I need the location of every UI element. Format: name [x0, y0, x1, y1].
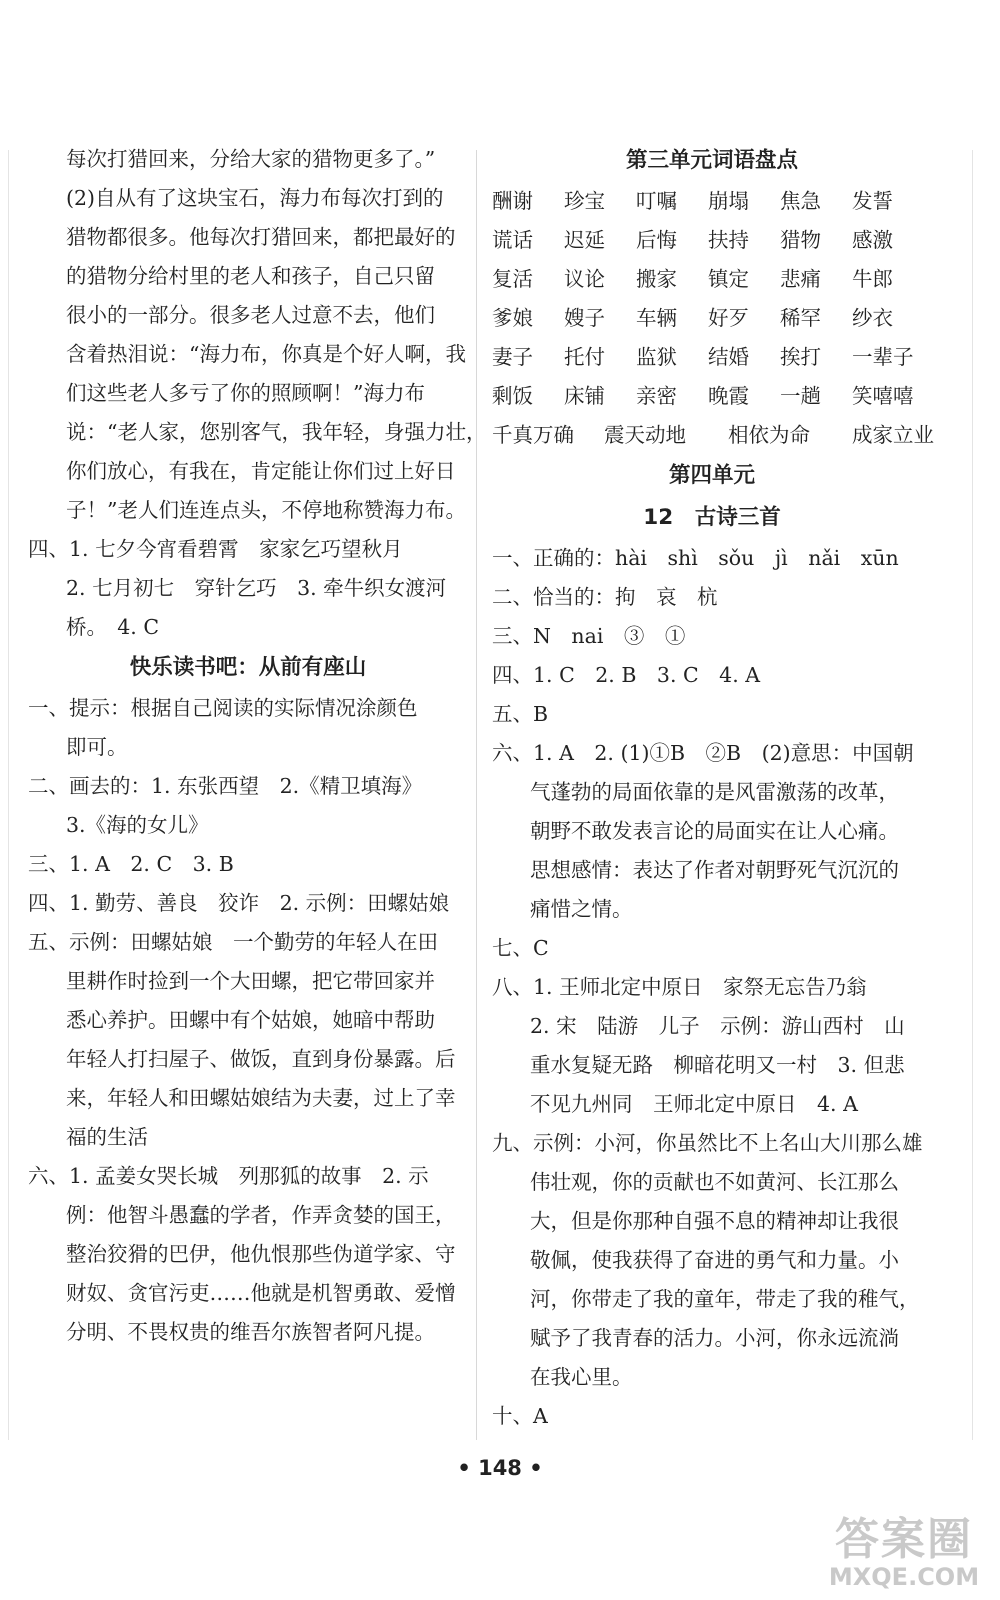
text-line: 福的生活 [66, 1125, 148, 1149]
text-line: 即可。 [66, 735, 128, 759]
text-line: (2)自从有了这块宝石，海力布每次打到的 [66, 186, 444, 210]
text-line: 里耕作时捡到一个大田螺，把它带回家并 [66, 969, 435, 993]
right-column [492, 140, 932, 1436]
vocab-word: 纱衣 [852, 306, 893, 330]
idiom-word: 成家立业 [852, 423, 934, 447]
vocab-word: 晚霞 [708, 384, 749, 408]
text-line: 十、A [492, 1404, 548, 1428]
text-line: 你们放心，有我在，肯定能让你们过上好日 [66, 459, 456, 483]
vocab-word: 剩饭 [492, 384, 533, 408]
text-line: 桥。 4. C [66, 615, 160, 639]
vocab-word: 亲密 [636, 384, 677, 408]
vocab-word: 猎物 [780, 228, 821, 252]
text-line: 三、1. A 2. C 3. B [28, 852, 234, 876]
watermark-logo [824, 1516, 984, 1592]
text-line: 九、示例：小河，你虽然比不上名山大川那么雄 [492, 1131, 923, 1155]
vocab-word: 牛郎 [852, 267, 893, 291]
text-line: 不见九州同 王师北定中原日 4. A [530, 1092, 858, 1116]
left-edge-rule [8, 150, 9, 1440]
vocab-word: 车辆 [636, 306, 677, 330]
text-line: 财奴、贪官污吏……他就是机智勇敢、爱憎 [66, 1281, 456, 1305]
text-line: 很小的一部分。很多老人过意不去，他们 [66, 303, 435, 327]
vocab-word: 叮嘱 [636, 189, 677, 213]
text-line: 在我心里。 [530, 1365, 633, 1389]
lesson-heading: 12 古诗三首 [643, 505, 781, 530]
vocab-word: 复活 [492, 267, 533, 291]
vocab-word: 镇定 [708, 267, 749, 291]
watermark-logo-text: 答案圈 [835, 1514, 973, 1565]
text-line: 二、画去的：1. 东张西望 2.《精卫填海》 [28, 774, 423, 798]
text-line: 大，但是你那种自强不息的精神却让我很 [530, 1209, 899, 1233]
text-line: 整治狡猾的巴伊，他仇恨那些伪道学家、守 [66, 1242, 456, 1266]
text-line: 含着热泪说：“海力布，你真是个好人啊，我 [66, 342, 466, 366]
idiom-word: 相依为命 [728, 423, 810, 447]
idiom-word: 震天动地 [604, 423, 686, 447]
text-line: 思想感情：表达了作者对朝野死气沉沉的 [530, 858, 899, 882]
vocab-word: 一辈子 [852, 345, 914, 369]
text-line: 分明、不畏权贵的维吾尔族智者阿凡提。 [66, 1320, 435, 1344]
idiom-grid [492, 416, 932, 455]
text-line: 一、提示：根据自己阅读的实际情况涂颜色 [28, 696, 418, 720]
vocab-word: 监狱 [636, 345, 677, 369]
text-line: 二、恰当的：拘 哀 杭 [492, 585, 718, 609]
text-line: 来，年轻人和田螺姑娘结为夫妻，过上了幸 [66, 1086, 456, 1110]
text-line: 悉心养护。田螺中有个姑娘，她暗中帮助 [66, 1008, 435, 1032]
vocab-word: 迟延 [564, 228, 605, 252]
right-edge-rule [972, 150, 973, 1440]
vocab-word: 结婚 [708, 345, 749, 369]
vocab-word: 悲痛 [780, 267, 821, 291]
text-line: 的猎物分给村里的老人和孩子，自己只留 [66, 264, 435, 288]
reading-section-heading: 快乐读书吧：从前有座山 [129, 655, 367, 680]
text-line: 朝野不敢发表言论的局面实在让人心痛。 [530, 819, 899, 843]
text-line: 说：“老人家，您别客气，我年轻，身强力壮， [66, 420, 487, 444]
text-line: 每次打猎回来，分给大家的猎物更多了。” [66, 147, 436, 171]
text-line: 3.《海的女儿》 [66, 813, 209, 837]
vocab-word: 床铺 [564, 384, 605, 408]
page-number: • 148 • [457, 1456, 543, 1480]
vocab-word: 嫂子 [564, 306, 605, 330]
vocab-word: 扶持 [708, 228, 749, 252]
vocab-word: 发誓 [852, 189, 893, 213]
vocab-word: 挨打 [780, 345, 821, 369]
left-lines-block-2 [28, 689, 468, 1352]
vocab-word: 一趟 [780, 384, 821, 408]
vocab-word: 搬家 [636, 267, 677, 291]
text-line: 2. 宋 陆游 儿子 示例：游山西村 山 [530, 1014, 905, 1038]
vocab-word: 好歹 [708, 306, 749, 330]
vocab-word: 焦急 [780, 189, 821, 213]
right-lines-block [492, 539, 932, 1436]
text-line: 年轻人打扫屋子、做饭，直到身份暴露。后 [66, 1047, 456, 1071]
text-line: 2. 七月初七 穿针乞巧 3. 牵牛织女渡河 [66, 576, 447, 600]
column-divider [476, 150, 477, 1440]
text-line: 们这些老人多亏了你的照顾啊！”海力布 [66, 381, 425, 405]
vocab-word: 妻子 [492, 345, 533, 369]
text-line: 痛惜之情。 [530, 897, 633, 921]
vocab-word: 珍宝 [564, 189, 605, 213]
vocab-word: 后悔 [636, 228, 677, 252]
text-line: 重水复疑无路 柳暗花明又一村 3. 但悲 [530, 1053, 905, 1077]
text-line: 四、1. 七夕今宵看碧霄 家家乞巧望秋月 [28, 537, 403, 561]
text-line: 子！”老人们连连点头，不停地称赞海力布。 [66, 498, 466, 522]
text-line: 一、正确的：hài shì sǒu jì nǎi xūn [492, 546, 899, 570]
text-line: 敬佩，使我获得了奋进的勇气和力量。小 [530, 1248, 899, 1272]
text-line: 八、1. 王师北定中原日 家祭无忘告乃翁 [492, 975, 867, 999]
vocab-word: 感激 [852, 228, 893, 252]
text-line: 伟壮观，你的贡献也不如黄河、长江那么 [530, 1170, 899, 1194]
left-lines-block [28, 140, 487, 647]
vocab-word: 托付 [564, 345, 605, 369]
text-line: 气蓬勃的局面依靠的是风雷激荡的改革， [530, 780, 899, 804]
text-line: 六、1. A 2. (1)①B ②B (2)意思：中国朝 [492, 741, 914, 765]
vocab-word: 酬谢 [492, 189, 533, 213]
vocab-word: 议论 [564, 267, 605, 291]
text-line: 五、B [492, 702, 549, 726]
text-line: 例：他智斗愚蠢的学者，作弄贪婪的国王， [66, 1203, 456, 1227]
text-line: 四、1. C 2. B 3. C 4. A [492, 663, 761, 687]
vocab-heading: 第三单元词语盘点 [625, 148, 798, 173]
watermark-url: MXQE.COM [828, 1563, 980, 1591]
vocab-grid [492, 182, 932, 416]
text-line: 猎物都很多。他每次打猎回来，都把最好的 [66, 225, 456, 249]
vocab-word: 笑嘻嘻 [852, 384, 914, 408]
idiom-word: 千真万确 [492, 423, 574, 447]
text-line: 赋予了我青春的活力。小河，你永远流淌 [530, 1326, 899, 1350]
vocab-word: 爹娘 [492, 306, 533, 330]
text-line: 六、1. 孟姜女哭长城 列那狐的故事 2. 示 [28, 1164, 429, 1188]
left-column [28, 140, 487, 1352]
unit-heading: 第四单元 [668, 463, 755, 488]
vocab-word: 谎话 [492, 228, 533, 252]
text-line: 河，你带走了我的童年，带走了我的稚气， [530, 1287, 920, 1311]
text-line: 四、1. 勤劳、善良 狡诈 2. 示例：田螺姑娘 [28, 891, 450, 915]
vocab-word: 崩塌 [708, 189, 749, 213]
text-line: 七、C [492, 936, 549, 960]
text-line: 三、N nai ③ ① [492, 624, 686, 648]
text-line: 五、示例：田螺姑娘 一个勤劳的年轻人在田 [28, 930, 438, 954]
vocab-word: 稀罕 [780, 306, 821, 330]
